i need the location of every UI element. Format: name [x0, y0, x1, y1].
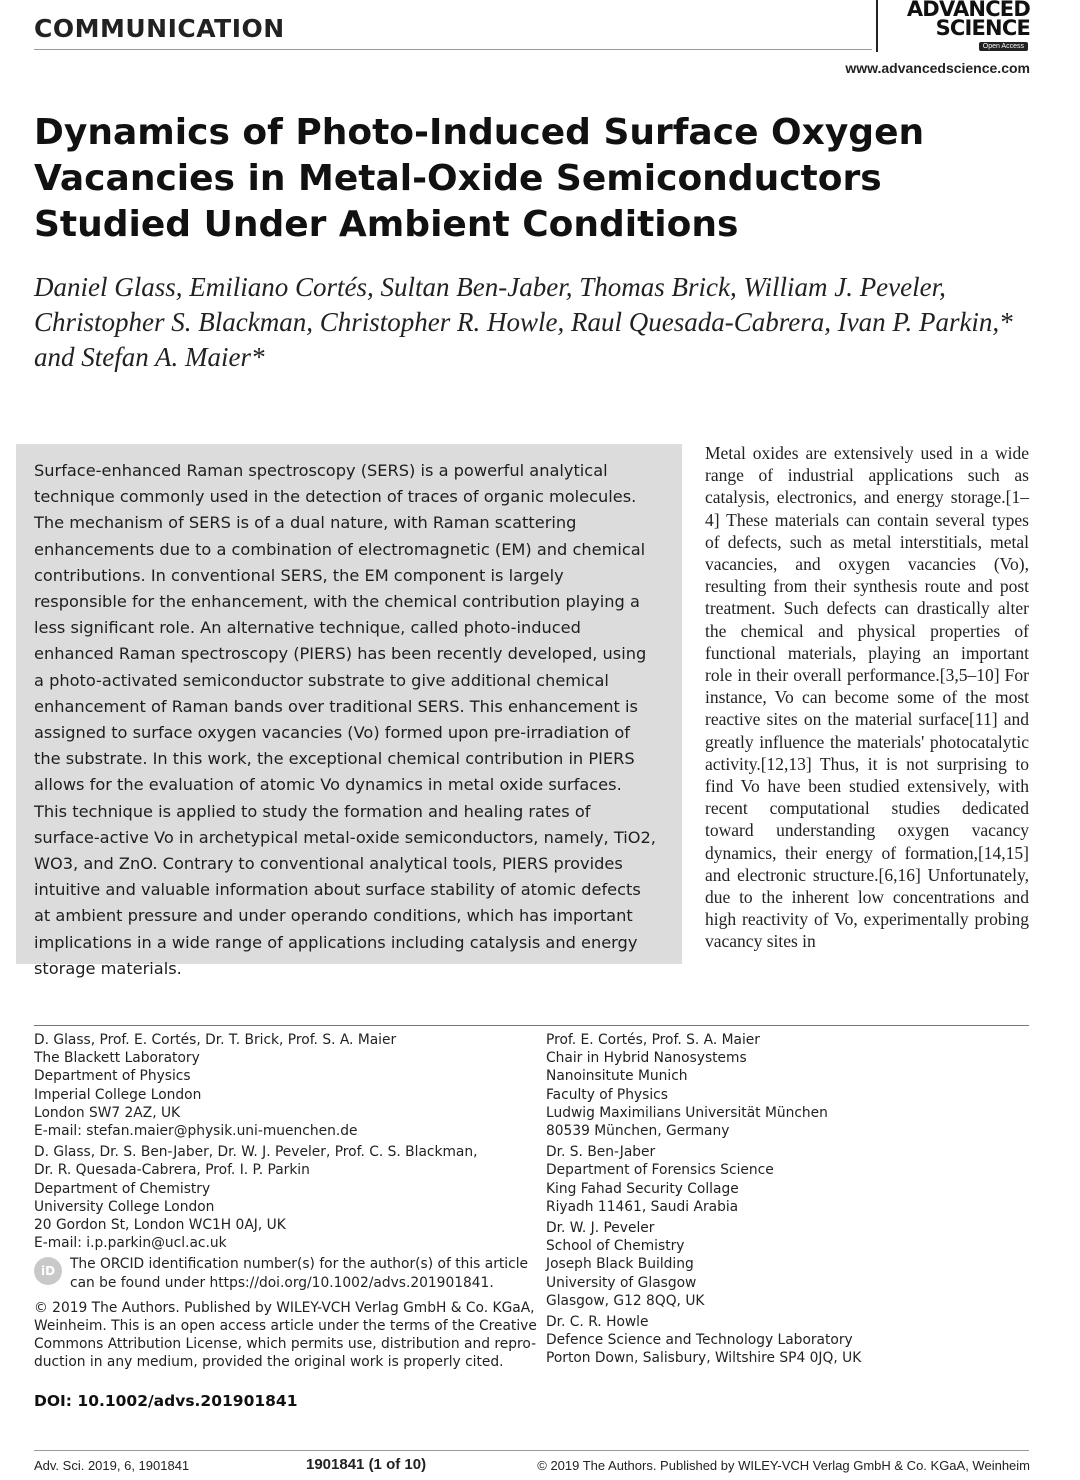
affiliation-line: The Blackett Laboratory	[34, 1050, 200, 1067]
affiliation-line: Department of Chemistry	[34, 1180, 211, 1197]
affiliation-line: Prof. E. Cortés, Prof. S. A. Maier	[546, 1032, 760, 1048]
journal-logo	[876, 0, 1030, 52]
affiliation-line: King Fahad Security Collage	[546, 1180, 739, 1197]
affiliation-block	[34, 1143, 524, 1252]
section-label: COMMUNICATION	[34, 14, 285, 43]
affiliation-line: 20 Gordon St, London WC1H 0AJ, UK	[34, 1217, 286, 1234]
logo-line-2: SCIENCE	[935, 16, 1030, 40]
affiliation-line: Dr. C. R. Howle	[546, 1314, 649, 1331]
author-list: Daniel Glass, Emiliano Cortés, Sultan Ben-Jaber, Thomas Brick, William J. Peveler, Christopher S. Blackman, Christopher R. Howle, Raul Quesada-Cabrera, Ivan P. Parkin,* and Stefan A. Maier*	[34, 272, 1013, 372]
affiliation-line: University of Glasgow	[546, 1274, 697, 1291]
license-line: Weinheim. This is an open access article under the terms of the Creative	[34, 1318, 537, 1335]
orcid-line[interactable]: can be found under https://doi.org/10.1002/advs.201901841.	[70, 1274, 494, 1291]
affiliations-left	[34, 1031, 537, 1375]
journal-url[interactable]: www.advancedscience.com	[845, 60, 1030, 76]
affiliation-block	[546, 1031, 1026, 1140]
affiliation-line: Ludwig Maximilians Universität München	[546, 1104, 828, 1121]
affiliation-line: Dr. R. Quesada-Cabrera, Prof. I. P. Parkin	[34, 1162, 310, 1179]
license-line: Commons Attribution License, which permits use, distribution and repro-	[34, 1336, 537, 1353]
orcid-icon[interactable]: iD	[34, 1257, 62, 1285]
affiliation-line: University College London	[34, 1198, 215, 1215]
article-title: Dynamics of Photo-Induced Surface Oxygen Vacancies in Metal-Oxide Semiconductors Studied Under Ambient Conditions	[34, 112, 925, 245]
affiliation-line: D. Glass, Prof. E. Cortés, Dr. T. Brick, Prof. S. A. Maier	[34, 1032, 397, 1048]
email-link[interactable]: E-mail: stefan.maier@physik.uni-muenchen.de	[34, 1123, 358, 1140]
license-note	[34, 1299, 537, 1372]
affiliation-line: London SW7 2AZ, UK	[34, 1104, 181, 1121]
affiliation-line: Chair in Hybrid Nanosystems	[546, 1050, 747, 1067]
affiliations-right	[546, 1031, 1026, 1371]
affiliation-line: Imperial College London	[34, 1086, 202, 1103]
affiliations-divider	[34, 1025, 1029, 1026]
footer-citation: Adv. Sci. 2019, 6, 1901841	[34, 1458, 190, 1473]
introduction-text: Metal oxides are extensively used in a wide range of industrial applications such as catalysis, electronics, and energy storage.[1–4] These materials can contain several types of defects, such as metal interstitials, metal vacancies, and oxygen vacancies (Vo), resulting from their synthesis route and post treatment. Such defects can drastically alter the chemical and physical properties of functional materials, playing an important role in their overall performance.[3,5–10] For instance, Vo can become some of the most reactive sites on the material surface[11] and greatly influence the materials' photocatalytic activity.[12,13] Thus, it is not surprising to find Vo have been studied extensively, with recent computational studies dedicated toward understanding oxygen vacancy dynamics, their energy of formation,[14,15] and electronic structure.[6,16] Unfortunately, due to the inherent low concentrations and high reactivity of Vo, experimentally probing vacancy sites in	[705, 443, 1029, 952]
affiliation-line: Defence Science and Technology Laboratory	[546, 1332, 853, 1349]
affiliation-line: School of Chemistry	[546, 1238, 685, 1255]
header-divider	[34, 49, 872, 50]
abstract: Surface-enhanced Raman spectroscopy (SERS) is a powerful analytical technique commonly used in the detection of traces of organic molecules. The mechanism of SERS is of a dual nature, with Raman scattering enhancements due to a combination of electromagnetic (EM) and chemical contributions. In conventional SERS, the EM component is largely responsible for the enhancement, with the chemical contribution playing a less significant role. An alternative technique, called photo-induced enhanced Raman spectroscopy (PIERS) has been recently developed, using a photo-activated semiconductor substrate to give additional chemical enhancement of Raman bands over traditional SERS. This enhancement is assigned to surface oxygen vacancies (Vo) formed upon pre-irradiation of the substrate. In this work, the exceptional chemical contribution in PIERS allows for the evaluation of atomic Vo dynamics in metal oxide surfaces. This technique is applied to study the formation and healing rates of surface-active Vo in archetypical metal-oxide semiconductors, namely, TiO2, WO3, and ZnO. Contrary to conventional analytical tools, PIERS provides intuitive and valuable information about surface stability of atomic defects at ambient pressure and under operando conditions, which has important implications in a wide range of applications including catalysis and energy storage materials.	[34, 461, 656, 978]
footer-divider	[34, 1450, 1029, 1451]
affiliation-line: Department of Physics	[34, 1068, 191, 1085]
email-link[interactable]: E-mail: i.p.parkin@ucl.ac.uk	[34, 1235, 227, 1252]
license-line: © 2019 The Authors. Published by WILEY-VCH Verlag GmbH & Co. KGaA,	[34, 1299, 535, 1316]
orcid-line: The ORCID identification number(s) for the author(s) of this article	[70, 1256, 529, 1273]
orcid-note	[34, 1255, 529, 1294]
affiliation-line: Glasgow, G12 8QQ, UK	[546, 1292, 705, 1309]
affiliation-line: Porton Down, Salisbury, Wiltshire SP4 0JQ, UK	[546, 1350, 862, 1367]
affiliation-block	[34, 1031, 524, 1140]
affiliation-line: Nanoinsitute Munich	[546, 1068, 688, 1085]
license-line: duction in any medium, provided the original work is properly cited.	[34, 1354, 504, 1371]
affiliation-line: Faculty of Physics	[546, 1086, 668, 1103]
affiliation-line: 80539 München, Germany	[546, 1123, 730, 1140]
logo-line-1: ADVANCED	[906, 0, 1030, 21]
affiliation-line: D. Glass, Dr. S. Ben-Jaber, Dr. W. J. Peveler, Prof. C. S. Blackman,	[34, 1144, 478, 1161]
affiliation-block	[546, 1143, 1026, 1216]
affiliation-line: Dr. W. J. Peveler	[546, 1220, 655, 1237]
affiliation-line: Department of Forensics Science	[546, 1162, 774, 1179]
affiliation-line: Dr. S. Ben-Jaber	[546, 1144, 656, 1161]
affiliation-block	[546, 1313, 1026, 1368]
orcid-text	[70, 1255, 528, 1291]
affiliation-block	[546, 1219, 1026, 1310]
page-number: 1901841 (1 of 10)	[306, 1456, 427, 1473]
doi-link[interactable]: DOI: 10.1002/advs.201901841	[34, 1392, 298, 1410]
affiliation-line: Joseph Black Building	[546, 1256, 694, 1273]
footer-copyright: © 2019 The Authors. Published by WILEY-VCH Verlag GmbH & Co. KGaA, Weinheim	[537, 1458, 1030, 1473]
affiliation-line: Riyadh 11461, Saudi Arabia	[546, 1198, 739, 1215]
open-access-badge: Open Access	[979, 42, 1028, 51]
